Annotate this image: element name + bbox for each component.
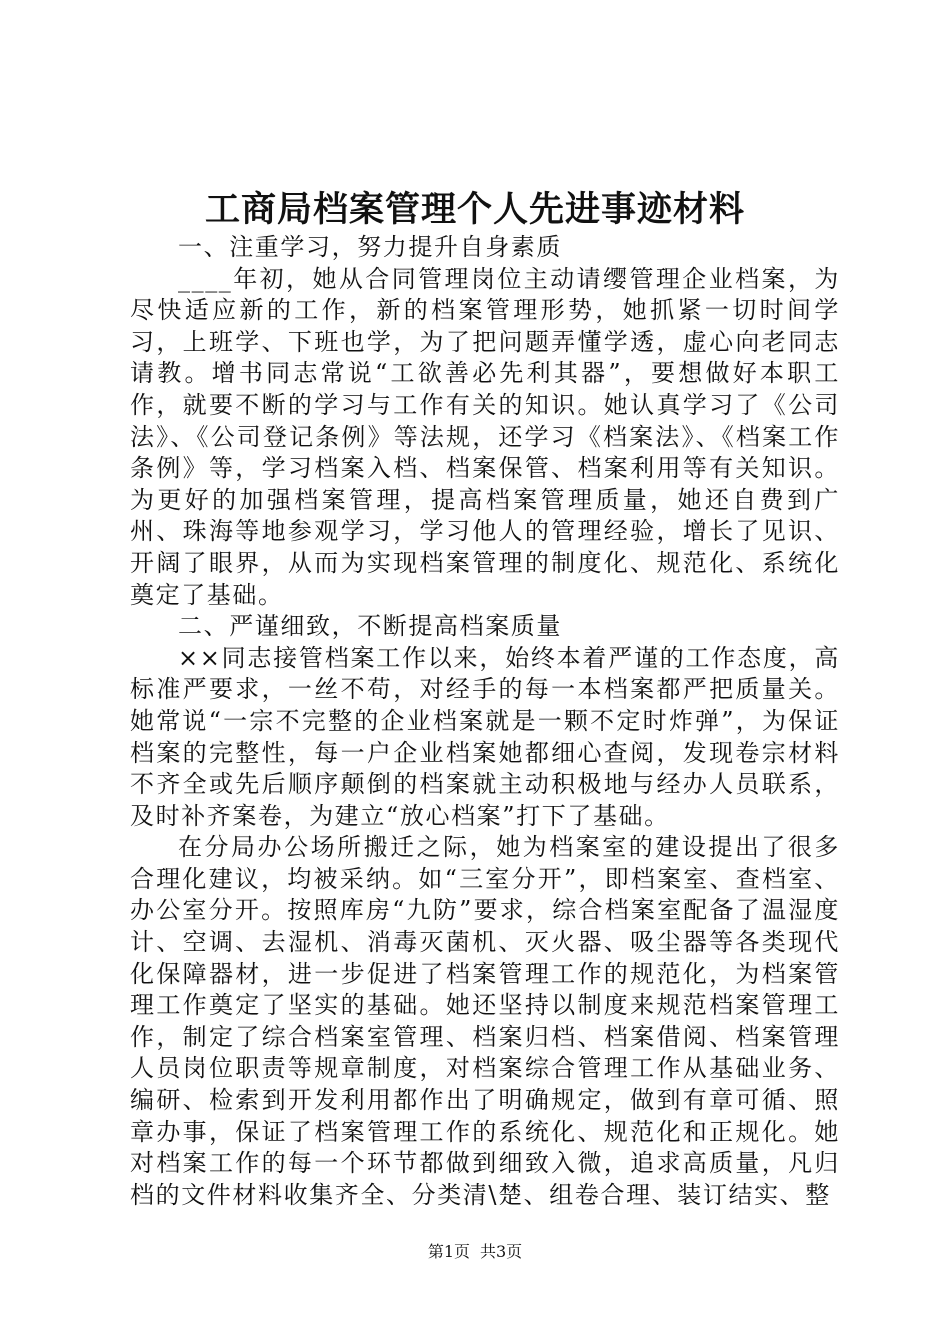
page-total: 共3页 xyxy=(480,1242,523,1261)
section-heading-2: 二、严谨细致，不断提高档案质量 xyxy=(178,612,562,641)
page-number: 第1页 xyxy=(427,1242,470,1261)
section-heading-1: 一、注重学习，努力提升自身素质 xyxy=(178,233,562,261)
document-title: 工商局档案管理个人先进事迹材料 xyxy=(204,189,745,230)
paragraph: ____年初，她从合同管理岗位主动请缨管理企业档案，为尽快适应新的工作，新的档案管理形势，她抓紧一切时间学习，上班学、下班也学，为了把问题弄懂学透，虚心向老同志请教。增书同志常说“工欲善必先利其器”，要想做好本职工作，就要不断的学习与工作有关的知识。她认真学习了《公司法》、《公司登记条例》等法规，还学习《档案法》、《档案工作条例》等，学习档案入档、档案保管、档案利用等有关知识。为更好的加强档案管理，提高档案管理质量，她还自费到广州、珠海等地参观学习，学习他人的管理经验，增长了见识、开阔了眼界，从而为实现档案管理的制度化、规范化、系统化奠定了基础。 xyxy=(130,264,840,609)
paragraph: 在分局办公场所搬迁之际，她为档案室的建设提出了很多合理化建议，均被采纳。如“三室分开”，即档案室、查档室、办公室分开。按照库房“九防”要求，综合档案室配备了温湿度计、空调、去湿机、消毒灭菌机、灭火器、吸尘器等各类现代化保障器材，进一步促进了档案管理工作的规范化，为档案管理工作奠定了坚实的基础。她还坚持以制度来规范档案管理工作，制定了综合档案室管理、档案归档、档案借阅、档案管理人员岗位职责等规章制度，对档案综合管理工作从基础业务、编研、检索到开发利用都作出了明确规定，做到有章可循、照章办事，保证了档案管理工作的系统化、规范化和正规化。她对档案工作的每一个环节都做到细致入微，追求高质量，凡归档的文件材料收集齐全、分类清\楚、组卷合理、装订结实、整 xyxy=(130,833,840,1209)
document-body xyxy=(130,232,840,1211)
paragraph: ××同志接管档案工作以来，始终本着严谨的工作态度，高标准严要求，一丝不苟，对经手的每一本档案都严把质量关。她常说“一宗不完整的企业档案就是一颗不定时炸弹”，为保证档案的完整性，每一户企业档案她都细心查阅，发现卷宗材料不齐全或先后顺序颠倒的档案就主动积极地与经办人员联系，及时补齐案卷，为建立“放心档案”打下了基础。 xyxy=(130,643,840,830)
page-footer xyxy=(0,1242,950,1262)
